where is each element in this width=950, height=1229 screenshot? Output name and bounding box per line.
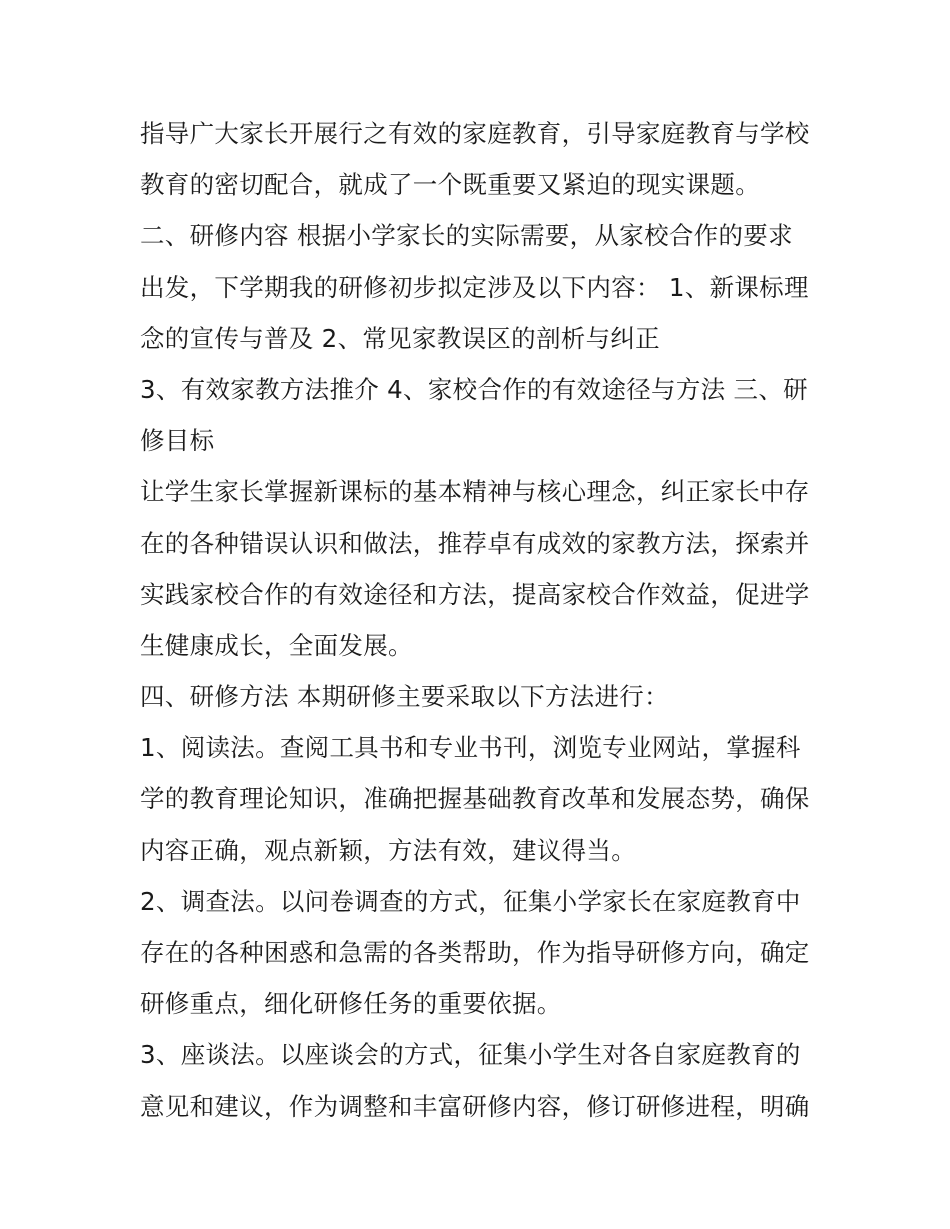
text-line: 教育的密切配合，就成了一个既重要又紧迫的现实课题。 <box>140 170 760 200</box>
text-line: 让学生家长掌握新课标的基本精神与核心理念，纠正家长中存 <box>140 477 810 507</box>
text-line: 实践家校合作的有效途径和方法，提高家校合作效益，促进学 <box>140 579 810 609</box>
text-line: 出发，下学期我的研修初步拟定涉及以下内容： 1、新课标理 <box>140 272 809 302</box>
text-line: 1、阅读法。查阅工具书和专业书刊，浏览专业网站，掌握科 <box>140 733 801 763</box>
section-heading-methods: 四、研修方法 本期研修主要采取以下方法进行： <box>140 682 669 712</box>
text-line: 念的宣传与普及 2、常见家教误区的剖析与纠正 <box>140 323 660 353</box>
text-line: 3、座谈法。以座谈会的方式，征集小学生对各自家庭教育的 <box>140 1040 801 1070</box>
text-line: 3、有效家教方法推介 4、家校合作的有效途径与方法 三、研 <box>140 374 808 404</box>
text-line: 研修重点，细化研修任务的重要依据。 <box>140 989 562 1019</box>
body-text <box>140 108 820 1132</box>
text-line: 指导广大家长开展行之有效的家庭教育，引导家庭教育与学校 <box>140 119 810 148</box>
section-heading-content: 二、研修内容 根据小学家长的实际需要，从家校合作的要求 <box>140 221 793 251</box>
text-line: 内容正确，观点新颖，方法有效，建议得当。 <box>140 835 636 865</box>
text-line: 在的各种错误认识和做法，推荐卓有成效的家教方法，探索并 <box>140 528 810 558</box>
text-line: 意见和建议，作为调整和丰富研修内容，修订研修进程，明确 <box>140 1091 810 1121</box>
text-line: 2、调查法。以问卷调查的方式，征集小学家长在家庭教育中 <box>140 886 801 916</box>
section-heading-goals: 修目标 <box>140 426 215 456</box>
text-line: 生健康成长，全面发展。 <box>140 630 413 660</box>
text-line: 存在的各种困惑和急需的各类帮助，作为指导研修方向，确定 <box>140 938 810 967</box>
text-line: 学的教育理论知识，准确把握基础教育改革和发展态势，确保 <box>140 784 810 814</box>
